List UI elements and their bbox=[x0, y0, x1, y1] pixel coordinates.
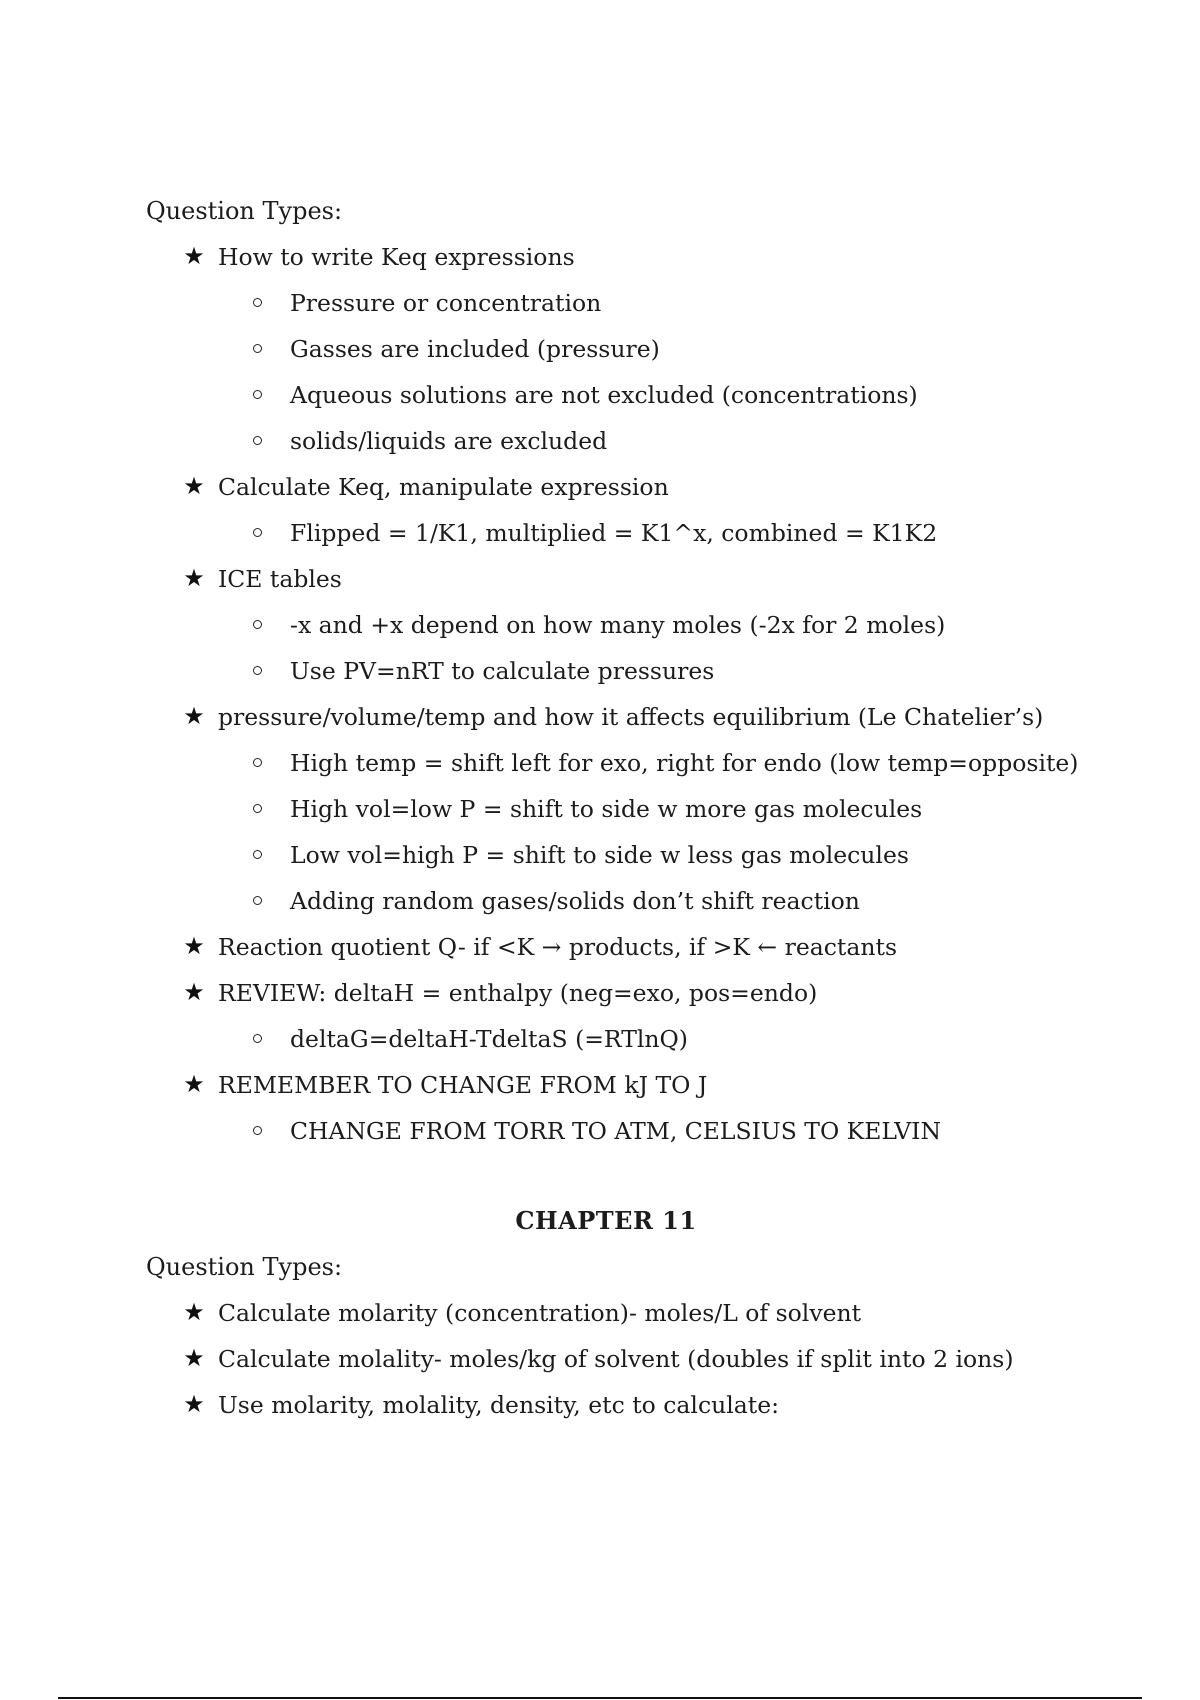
star-icon: ★ bbox=[183, 1070, 205, 1098]
star-icon: ★ bbox=[183, 1344, 205, 1372]
circle-icon bbox=[253, 298, 262, 307]
circle-icon bbox=[253, 344, 262, 353]
star-icon: ★ bbox=[183, 1298, 205, 1326]
sub-list-item bbox=[146, 280, 1066, 326]
section-chapter-11 bbox=[146, 1198, 1066, 1428]
circle-icon bbox=[253, 390, 262, 399]
sub-list-item-text: Low vol=high P = shift to side w less gas molecules bbox=[290, 841, 909, 869]
circle-icon bbox=[253, 758, 262, 767]
list-item bbox=[146, 1290, 1066, 1336]
list-item-text: ICE tables bbox=[218, 565, 342, 593]
list-item bbox=[146, 1062, 1066, 1108]
list-item bbox=[146, 1382, 1066, 1428]
sub-list-item bbox=[146, 326, 1066, 372]
list-item-text: REMEMBER TO CHANGE FROM kJ TO J bbox=[218, 1071, 708, 1099]
sub-list-item-text: Aqueous solutions are not excluded (concentrations) bbox=[290, 381, 918, 409]
sub-list-item-text: High temp = shift left for exo, right for endo (low temp=opposite) bbox=[290, 749, 1079, 777]
list-item bbox=[146, 970, 1066, 1016]
sub-list-item bbox=[146, 786, 1066, 832]
circle-icon bbox=[253, 436, 262, 445]
circle-icon bbox=[253, 528, 262, 537]
sub-list-item-text: Use PV=nRT to calculate pressures bbox=[290, 657, 715, 685]
list-item bbox=[146, 556, 1066, 602]
circle-icon bbox=[253, 896, 262, 905]
sub-list-item bbox=[146, 832, 1066, 878]
bullet-list bbox=[146, 1290, 1066, 1428]
sub-list-item-text: Gasses are included (pressure) bbox=[290, 335, 660, 363]
list-item-text: pressure/volume/temp and how it affects equilibrium (Le Chatelier’s) bbox=[218, 703, 1044, 731]
footer-divider bbox=[58, 1697, 1142, 1699]
list-item-text: Use molarity, molality, density, etc to calculate: bbox=[218, 1391, 780, 1419]
sub-list-item bbox=[146, 740, 1079, 786]
sub-list-item bbox=[146, 510, 1066, 556]
sub-list-item-text: Flipped = 1/K1, multiplied = K1^x, combined = K1K2 bbox=[290, 519, 938, 547]
section-heading: Question Types: bbox=[146, 1253, 343, 1281]
star-icon: ★ bbox=[183, 932, 205, 960]
sub-list-item bbox=[146, 372, 1066, 418]
list-item-text: REVIEW: deltaH = enthalpy (neg=exo, pos=endo) bbox=[218, 979, 818, 1007]
sub-list-item bbox=[146, 1016, 1066, 1062]
sub-list-item bbox=[146, 418, 1066, 464]
sub-list-item-text: CHANGE FROM TORR TO ATM, CELSIUS TO KELVIN bbox=[290, 1117, 942, 1145]
list-item bbox=[146, 1336, 1066, 1382]
star-icon: ★ bbox=[183, 702, 205, 730]
sub-list-item bbox=[146, 648, 1066, 694]
sub-list-item-text: -x and +x depend on how many moles (-2x for 2 moles) bbox=[290, 611, 946, 639]
sub-list-item-text: solids/liquids are excluded bbox=[290, 427, 608, 455]
chapter-title: CHAPTER 11 bbox=[515, 1206, 697, 1235]
list-item-text: How to write Keq expressions bbox=[218, 243, 575, 271]
circle-icon bbox=[253, 1034, 262, 1043]
sub-list-item-text: deltaG=deltaH-TdeltaS (=RTlnQ) bbox=[290, 1025, 688, 1053]
circle-icon bbox=[253, 666, 262, 675]
circle-icon bbox=[253, 1126, 262, 1135]
list-item bbox=[146, 924, 1066, 970]
sub-list-item bbox=[146, 878, 1066, 924]
list-item-text: Calculate molality- moles/kg of solvent (doubles if split into 2 ions) bbox=[218, 1345, 1014, 1373]
sub-list-item bbox=[146, 602, 1066, 648]
sub-list-item bbox=[146, 1108, 1066, 1154]
circle-icon bbox=[253, 620, 262, 629]
star-icon: ★ bbox=[183, 1390, 205, 1418]
sub-list-item-text: High vol=low P = shift to side w more gas molecules bbox=[290, 795, 923, 823]
section-heading: Question Types: bbox=[146, 197, 343, 225]
list-item-text: Reaction quotient Q- if <K → products, if >K ← reactants bbox=[218, 933, 897, 961]
star-icon: ★ bbox=[183, 242, 205, 270]
list-item-text: Calculate Keq, manipulate expression bbox=[218, 473, 669, 501]
star-icon: ★ bbox=[183, 978, 205, 1006]
list-item-text: Calculate molarity (concentration)- moles/L of solvent bbox=[218, 1299, 862, 1327]
list-item bbox=[146, 464, 1066, 510]
star-icon: ★ bbox=[183, 472, 205, 500]
sub-list-item-text: Pressure or concentration bbox=[290, 289, 602, 317]
circle-icon bbox=[253, 804, 262, 813]
bullet-list bbox=[146, 234, 1079, 1154]
section-question-types-1 bbox=[146, 188, 1079, 1154]
list-item bbox=[146, 694, 1066, 740]
star-icon: ★ bbox=[183, 564, 205, 592]
sub-list-item-text: Adding random gases/solids don’t shift reaction bbox=[290, 887, 860, 915]
list-item bbox=[146, 234, 1066, 280]
circle-icon bbox=[253, 850, 262, 859]
